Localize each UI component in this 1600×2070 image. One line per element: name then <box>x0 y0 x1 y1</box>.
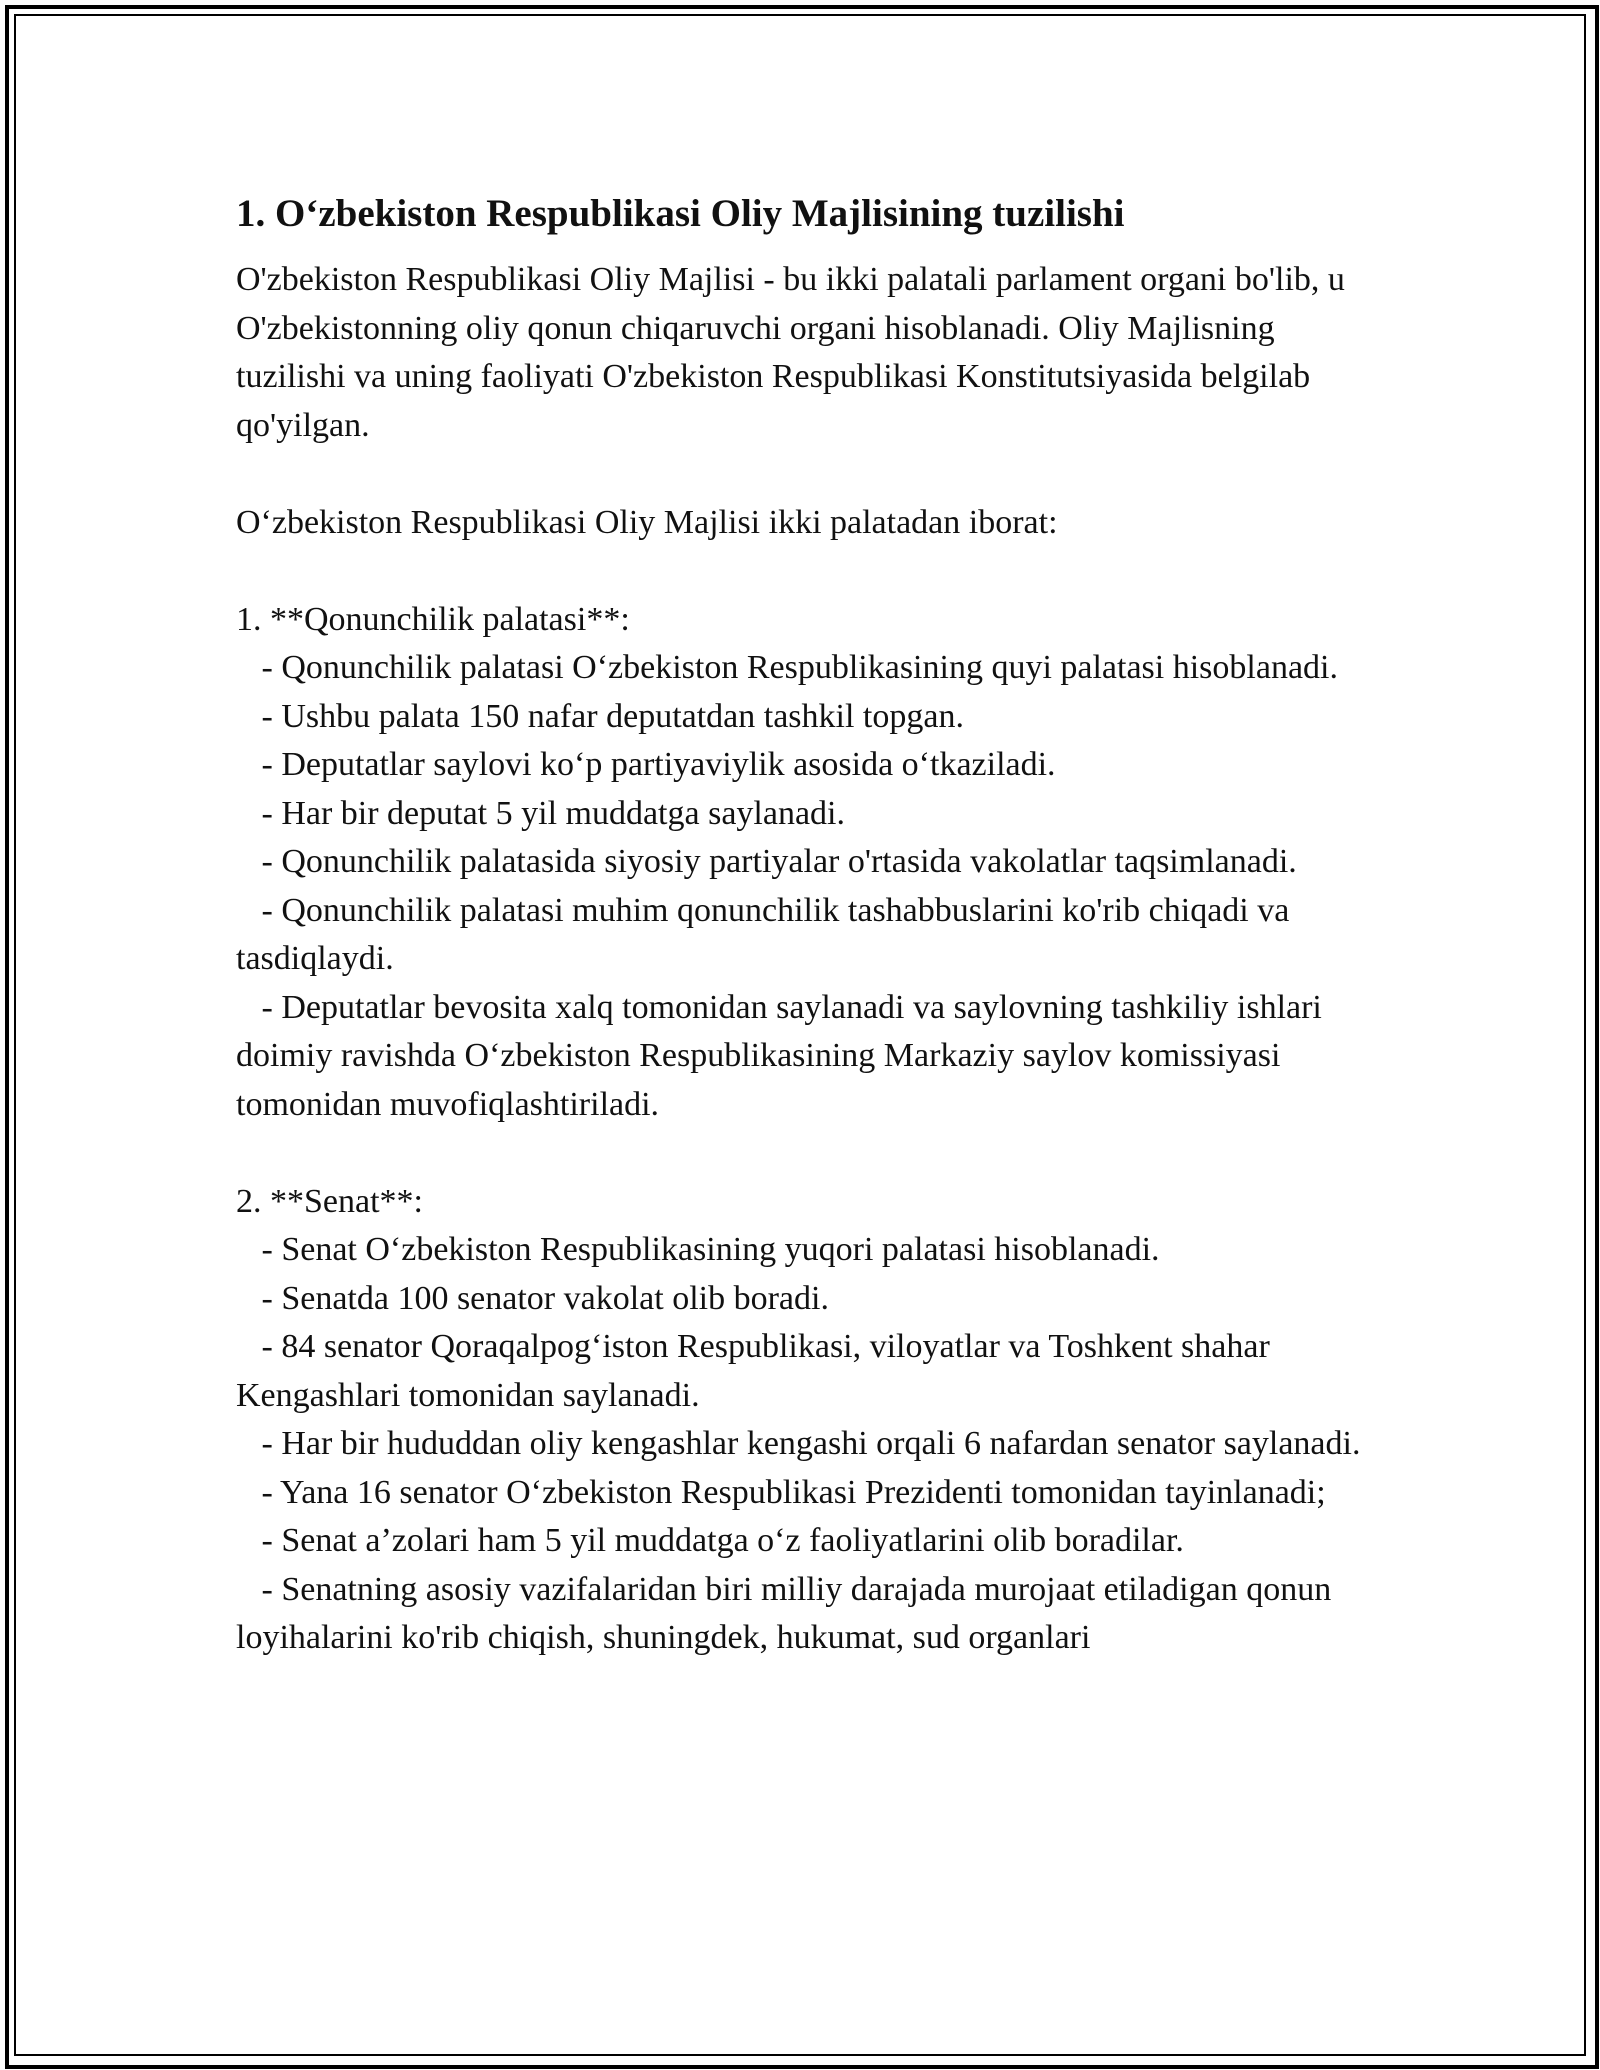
list-item: - Deputatlar saylovi ko‘p partiyaviylik asosida o‘tkaziladi. <box>236 746 1056 783</box>
list-item: - Senat O‘zbekiston Respublikasining yuqori palatasi hisoblanadi. <box>236 1231 1160 1268</box>
list-item: - Deputatlar bevosita xalq tomonidan saylanadi va saylovning tashkiliy ishlari doimiy ravishda O‘zbekiston Respublikasining Markaziy saylov komissiyasi tomonidan muvofiqlashtiriladi. <box>236 988 1331 1123</box>
lead-paragraph: O‘zbekiston Respublikasi Oliy Majlisi ikki palatadan iborat: <box>236 503 1058 541</box>
list-item: - Har bir hududdan oliy kengashlar kengashi orqali 6 nafardan senator saylanadi. <box>236 1425 1361 1462</box>
document-heading: 1. O‘zbekiston Respublikasi Oliy Majlisining tuzilishi <box>236 192 1125 235</box>
paragraph-spacer <box>236 450 1386 499</box>
intro-paragraph: O'zbekiston Respublikasi Oliy Majlisi - bu ikki palatali parlament organi bo'lib, u O'zbekistonning oliy qonun chiqaruvchi organi hisoblanadi. Oliy Majlisning tuzilishi va uning faoliyati O'zbekiston Respublikasi Konstitutsiyasida belgilab qo'yilgan. <box>236 261 1354 444</box>
list-item: - 84 senator Qoraqalpog‘iston Respublikasi, viloyatlar va Toshkent shahar Kengashlari tomonidan saylanadi. <box>236 1328 1279 1414</box>
paragraph-spacer <box>236 547 1386 596</box>
list-item: - Yana 16 senator O‘zbekiston Respublikasi Prezidenti tomonidan tayinlanadi; <box>236 1473 1326 1511</box>
list-item: - Ushbu palata 150 nafar deputatdan tashkil topgan. <box>236 697 964 735</box>
paragraph-spacer <box>236 1129 1386 1178</box>
section-title: 1. **Qonunchilik palatasi**: <box>236 600 630 638</box>
list-item: - Senatning asosiy vazifalaridan biri milliy darajada murojaat etiladigan qonun loyihalarini ko'rib chiqish, shuningdek, hukumat, sud organlari <box>236 1570 1340 1656</box>
list-item: - Senatda 100 senator vakolat olib boradi. <box>236 1279 829 1317</box>
list-item: - Qonunchilik palatasi muhim qonunchilik tashabbuslarini ko'rib chiqadi va tasdiqlaydi. <box>236 891 1298 977</box>
list-item: - Senat a’zolari ham 5 yil muddatga o‘z faoliyatlarini olib boradilar. <box>236 1522 1184 1559</box>
list-item: - Har bir deputat 5 yil muddatga saylanadi. <box>236 794 845 832</box>
section-senat <box>236 1178 1386 1663</box>
section-title: 2. **Senat**: <box>236 1182 423 1220</box>
list-item: - Qonunchilik palatasi O‘zbekiston Respublikasining quyi palatasi hisoblanadi. <box>236 649 1338 686</box>
document-body <box>236 186 1386 1663</box>
list-item: - Qonunchilik palatasida siyosiy partiyalar o'rtasida vakolatlar taqsimlanadi. <box>236 843 1297 880</box>
section-qonunchilik-palatasi <box>236 596 1386 1130</box>
